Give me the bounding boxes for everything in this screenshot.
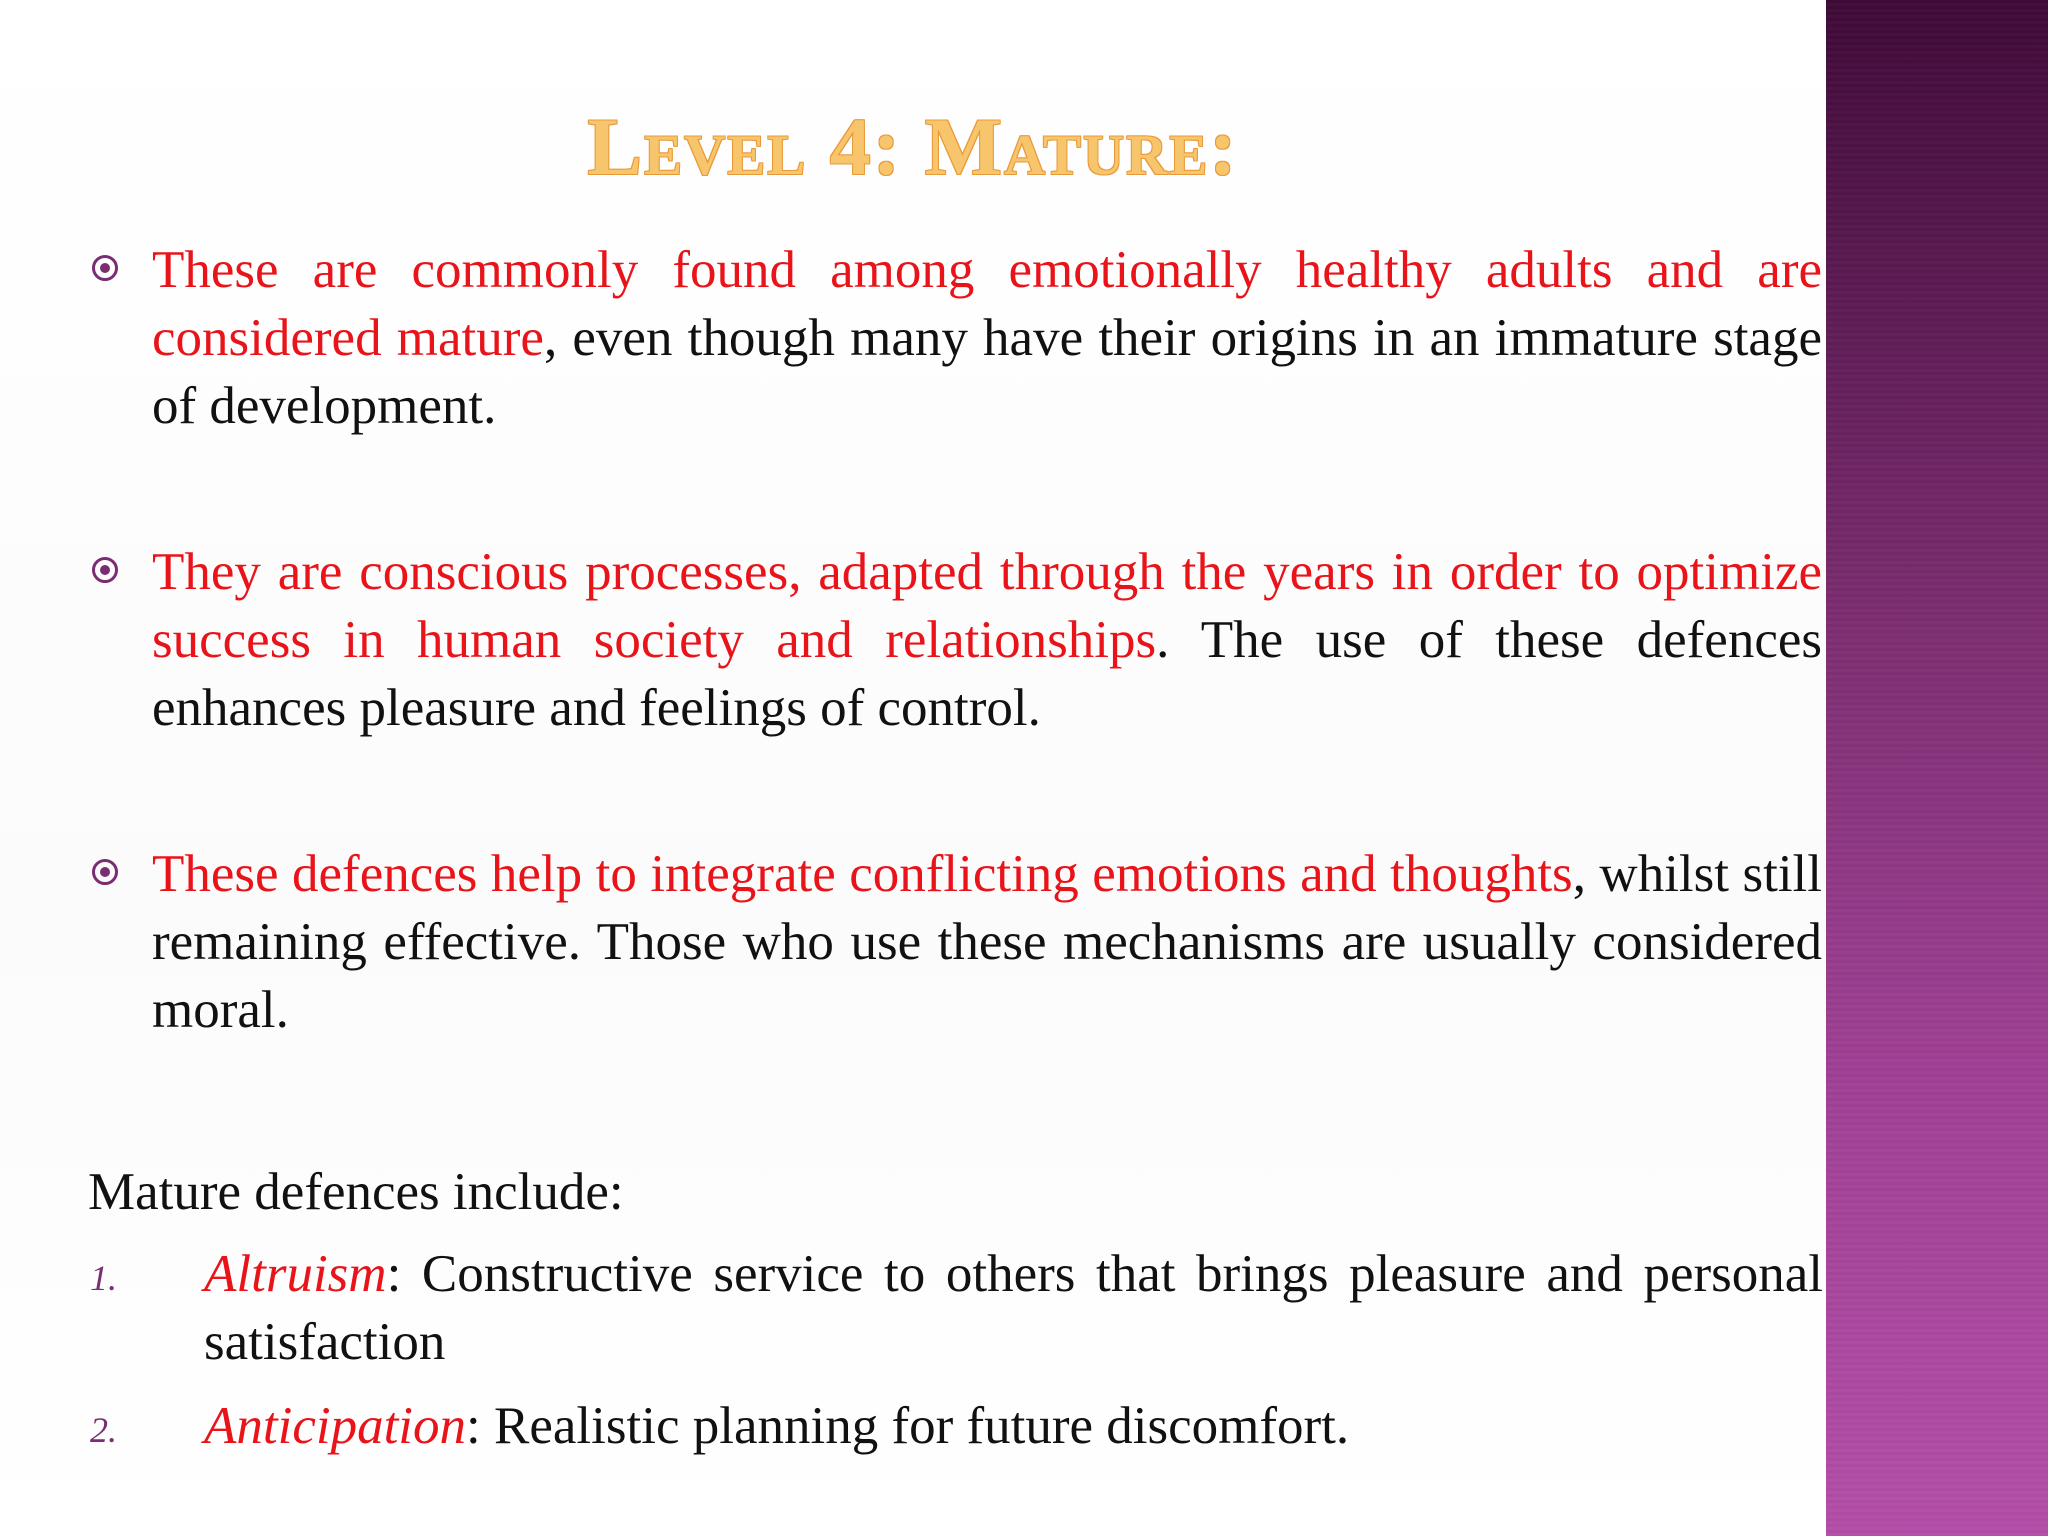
bullet-body-text: . The use of these defences enhances pleasure and feelings of control.: [152, 611, 1822, 737]
bullet-emphasis-text: These defences help to integrate conflicting emotions and thoughts: [152, 845, 1573, 903]
list-number: 2.: [90, 1410, 117, 1450]
target-bullet-icon: [92, 255, 118, 281]
bullet-item: [92, 236, 1822, 440]
defence-separator: :: [466, 1397, 481, 1455]
defence-description: Constructive service to others that brings pleasure and personal satisfaction: [204, 1245, 1823, 1371]
defence-description: Realistic planning for future discomfort.: [480, 1397, 1350, 1455]
list-number: 1.: [90, 1258, 117, 1298]
defence-item-altruism: [88, 1240, 1823, 1376]
decorative-side-band: [1826, 0, 2048, 1536]
bullet-item: [92, 538, 1822, 742]
target-bullet-icon: [92, 557, 118, 583]
defence-item-anticipation: [88, 1392, 1823, 1460]
defence-separator: :: [386, 1245, 402, 1303]
bullet-body-text: , even though many have their origins in an immature stage of development.: [152, 309, 1822, 435]
bullet-list: [92, 236, 1822, 1142]
defence-term: Altruism: [204, 1245, 387, 1303]
bullet-emphasis-text: These are commonly found among emotionally healthy adults and are considered mature: [152, 241, 1822, 367]
slide-title: Level 4: Mature:: [587, 101, 1239, 192]
defences-intro: Mature defences include:: [88, 1163, 624, 1221]
target-bullet-icon: [92, 859, 118, 885]
bullet-item: [92, 840, 1822, 1044]
defences-list: [88, 1240, 1823, 1476]
bullet-emphasis-text: They are conscious processes, adapted through the years in order to optimize success in human society and relationships: [152, 543, 1822, 669]
bullet-body-text: , whilst still remaining effective. Those who use these mechanisms are usually considered moral.: [152, 845, 1823, 1039]
defence-term: Anticipation: [204, 1397, 467, 1455]
